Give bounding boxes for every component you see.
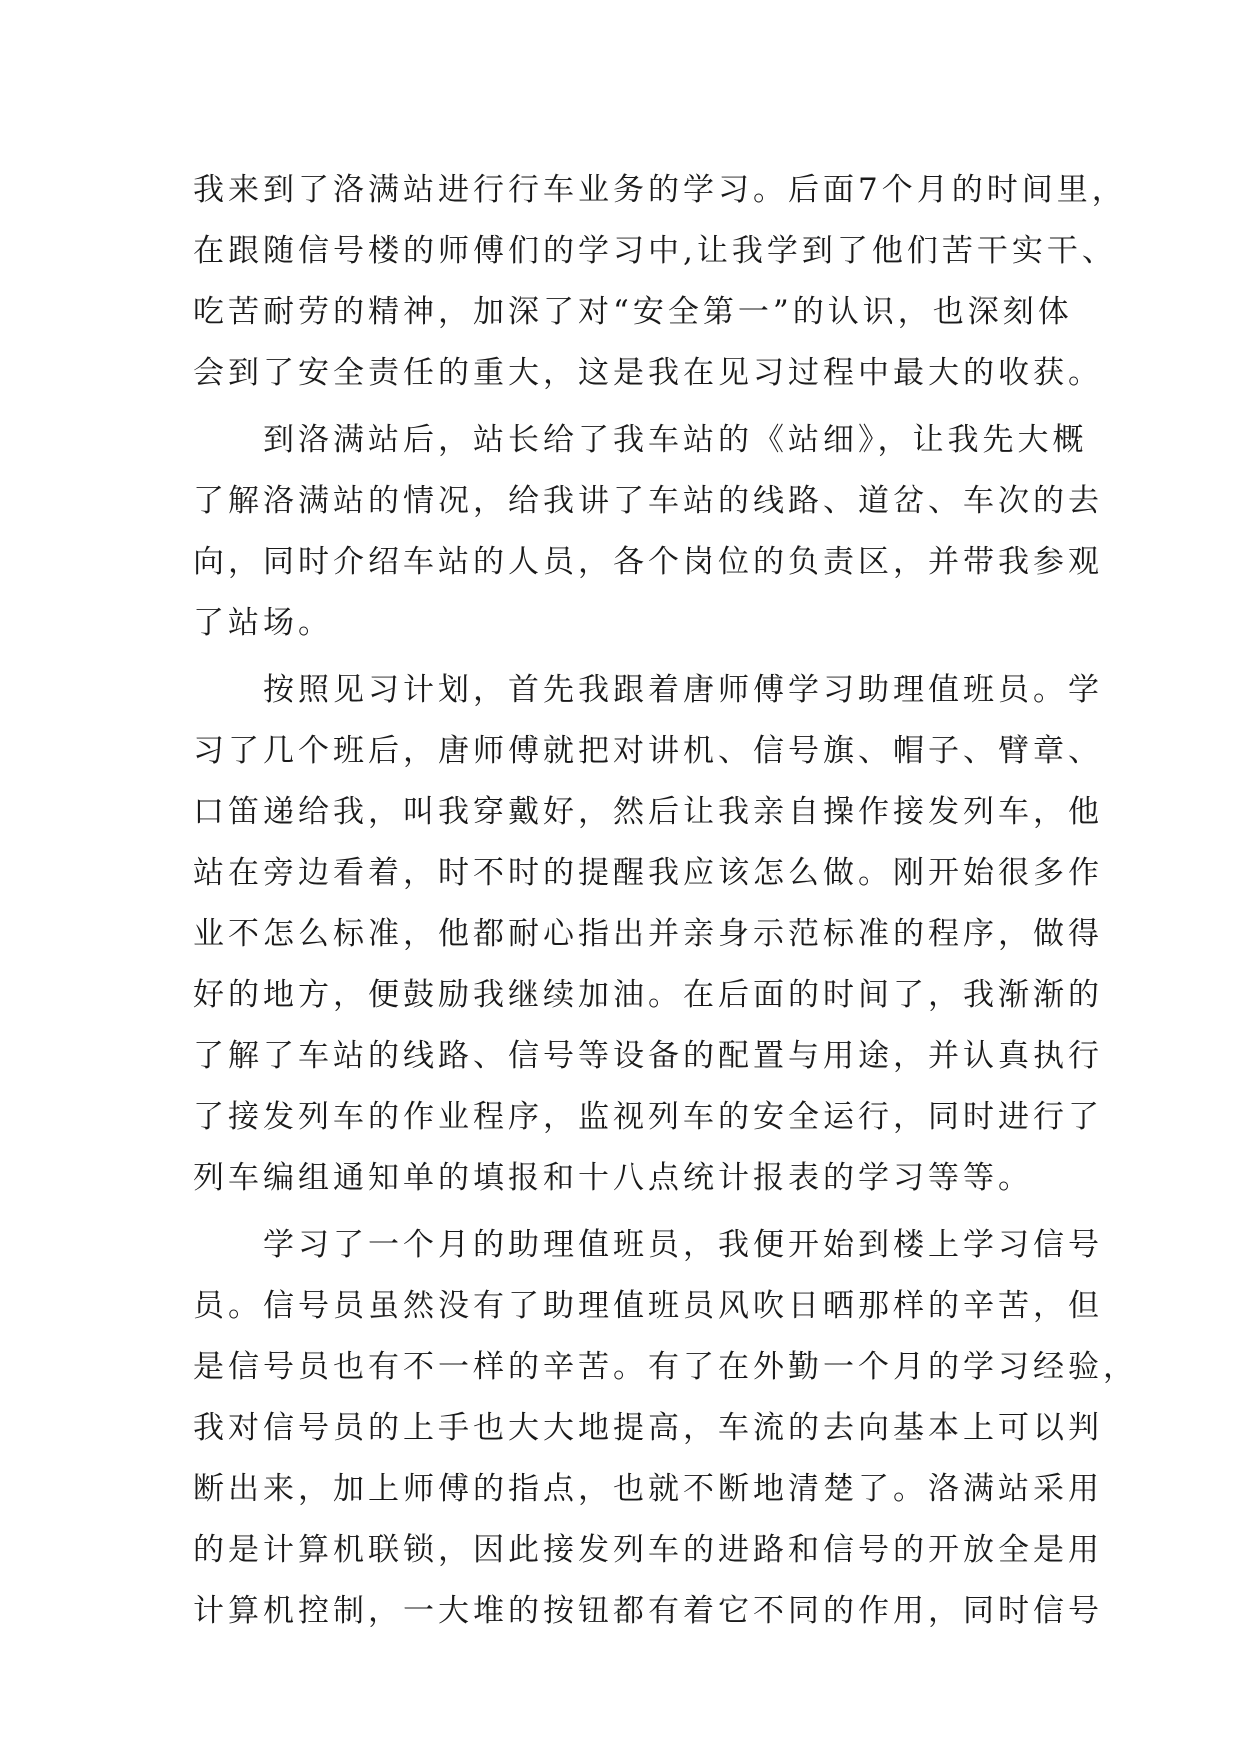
text-line: 口笛递给我，叫我穿戴好，然后让我亲自操作接发列车，他 <box>193 794 1103 830</box>
text-line: 好的地方，便鼓励我继续加油。在后面的时间了，我渐渐的 <box>193 977 1103 1013</box>
text-line: 断出来，加上师傅的指点，也就不断地清楚了。洛满站采用 <box>193 1471 1103 1507</box>
text-line: 在跟随信号楼的师傅们的学习中,让我学到了他们苦干实干、 <box>193 233 1117 269</box>
text-line: 列车编组通知单的填报和十八点统计报表的学习等等。 <box>193 1160 1033 1196</box>
text-line: 我对信号员的上手也大大地提高，车流的去向基本上可以判 <box>193 1410 1103 1446</box>
text-line: 业不怎么标准，他都耐心指出并亲身示范标准的程序，做得 <box>193 916 1103 952</box>
paragraph-4 <box>193 1215 1138 1642</box>
text-line: 了接发列车的作业程序，监视列车的安全运行，同时进行了 <box>193 1099 1103 1135</box>
text-line: 站在旁边看着，时不时的提醒我应该怎么做。刚开始很多作 <box>193 855 1103 891</box>
text-line: 学习了一个月的助理值班员，我便开始到楼上学习信号 <box>193 1227 1103 1263</box>
text-line: 了解洛满站的情况，给我讲了车站的线路、道岔、车次的去 <box>193 483 1103 519</box>
text-line: 计算机控制，一大堆的按钮都有着它不同的作用，同时信号 <box>193 1593 1103 1629</box>
text-line: 会到了安全责任的重大，这是我在见习过程中最大的收获。 <box>193 355 1103 391</box>
paragraph-3 <box>193 660 1103 1209</box>
text-line: 了站场。 <box>193 605 333 641</box>
text-line: 员。信号员虽然没有了助理值班员风吹日晒那样的辛苦，但 <box>193 1288 1103 1324</box>
text-line: 吃苦耐劳的精神，加深了对“安全第一”的认识，也深刻体 <box>193 294 1073 330</box>
text-line: 是信号员也有不一样的辛苦。有了在外勤一个月的学习经验， <box>193 1349 1138 1385</box>
document-body <box>193 160 1138 1642</box>
text-line: 我来到了洛满站进行行车业务的学习。后面7个月的时间里， <box>193 172 1127 208</box>
text-line: 按照见习计划，首先我跟着唐师傅学习助理值班员。学 <box>193 672 1103 708</box>
text-line: 习了几个班后，唐师傅就把对讲机、信号旗、帽子、臂章、 <box>193 733 1103 769</box>
text-line: 到洛满站后，站长给了我车站的《站细》，让我先大概 <box>193 422 1088 458</box>
text-line: 向，同时介绍车站的人员，各个岗位的负责区，并带我参观 <box>193 544 1103 580</box>
text-line: 了解了车站的线路、信号等设备的配置与用途，并认真执行 <box>193 1038 1103 1074</box>
paragraph-1 <box>193 160 1127 404</box>
paragraph-2 <box>193 410 1103 654</box>
text-line: 的是计算机联锁，因此接发列车的进路和信号的开放全是用 <box>193 1532 1103 1568</box>
